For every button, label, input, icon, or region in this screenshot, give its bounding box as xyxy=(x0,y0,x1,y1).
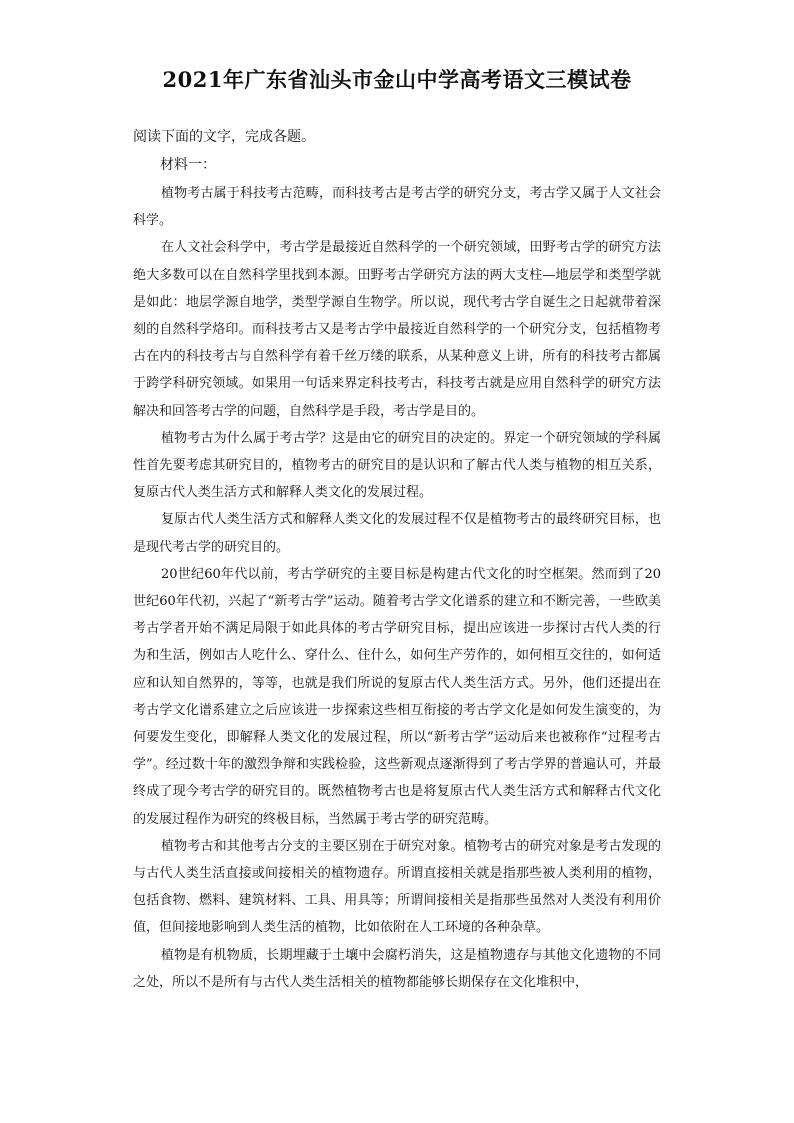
paragraph: 植物考古和其他考古分支的主要区别在于研究对象。植物考古的研究对象是考古发现的与古代人类生活直接或间接相关的植物遗存。所谓直接相关就是指那些被人类利用的植物，包括食物、燃料、建筑材料、工具、用具等；所谓间接相关是指那些虽然对人类没有利用价值，但间接地影响到人类生活的植物，比如依附在人工环境的各种杂草。 xyxy=(133,838,661,936)
paragraph: 20世纪60年代以前，考古学研究的主要目标是构建古代文化的时空框架。然而到了20世纪60年代初，兴起了“新考古学”运动。随着考古学文化谱系的建立和不断完善，一些欧美考古学者开始不满足局限于如此具体的考古学研究目标，提出应该进一步探讨古代人类的行为和生活，例如古人吃什么、穿什么、住什么，如何生产劳作的，如何相互交往的，如何适应和认知自然界的，等等，也就是我们所说的复原古代人类生活方式。另外，他们还提出在考古学文化谱系建立之后应该进一步探索这些相互衔接的考古学文化是如何发生演变的，为何要发生变化，即解释人类文化的发展过程，所以“新考古学”运动后来也被称作“过程考古学”。经过数十年的激烈争辩和实践检验，这些新观点逐渐得到了考古学界的普遍认可，并最终成了现今考古学的研究目的。既然植物考古也是将复原古代人类生活方式和解释古代文化的发展过程作为研究的终极目标，当然属于考古学的研究范畴。 xyxy=(133,566,661,827)
paragraph: 植物考古属于科技考古范畴，而科技考古是考古学的研究分支，考古学又属于人文社会科学。 xyxy=(133,186,661,229)
material-label: 材料一： xyxy=(160,157,216,173)
paragraph: 在人文社会科学中，考古学是最接近自然科学的一个研究领域，田野考古学的研究方法绝大多数可以在自然科学里找到本源。田野考古学研究方法的两大支柱—地层学和类型学就是如此：地层学源自地学，类型学源自生物学。所以说，现代考古学自诞生之日起就带着深刻的自然科学烙印。而科技考古又是考古学中最接近自然科学的一个研究分支，包括植物考古在内的科技考古与自然科学有着千丝万缕的联系，从某种意义上讲，所有的科技考古都属于跨学科研究领域。如果用一句话来界定科技考古，科技考古就是应用自然科学的研究方法解决和回答考古学的问题，自然科学是手段，考古学是目的。 xyxy=(133,240,661,419)
paragraph: 植物考古为什么属于考古学？这是由它的研究目的决定的。界定一个研究领域的学科属性首先要考虑其研究目的，植物考古的研究目的是认识和了解古代人类与植物的相互关系，复原古代人类生活方式和解释人类文化的发展过程。 xyxy=(133,430,661,501)
paragraph: 复原古代人类生活方式和解释人类文化的发展过程不仅是植物考古的最终研究目标，也是现代考古学的研究目的。 xyxy=(133,512,661,555)
passage-body xyxy=(133,180,661,996)
paragraph: 植物是有机物质，长期埋藏于土壤中会腐朽消失，这是植物遗存与其他文化遗物的不同之处，所以不是所有与古代人类生活相关的植物都能够长期保存在文化堆积中， xyxy=(133,947,661,990)
reading-instruction: 阅读下面的文字，完成各题。 xyxy=(133,129,315,145)
document-title: 2021年广东省汕头市金山中学高考语文三模试卷 xyxy=(162,67,632,92)
